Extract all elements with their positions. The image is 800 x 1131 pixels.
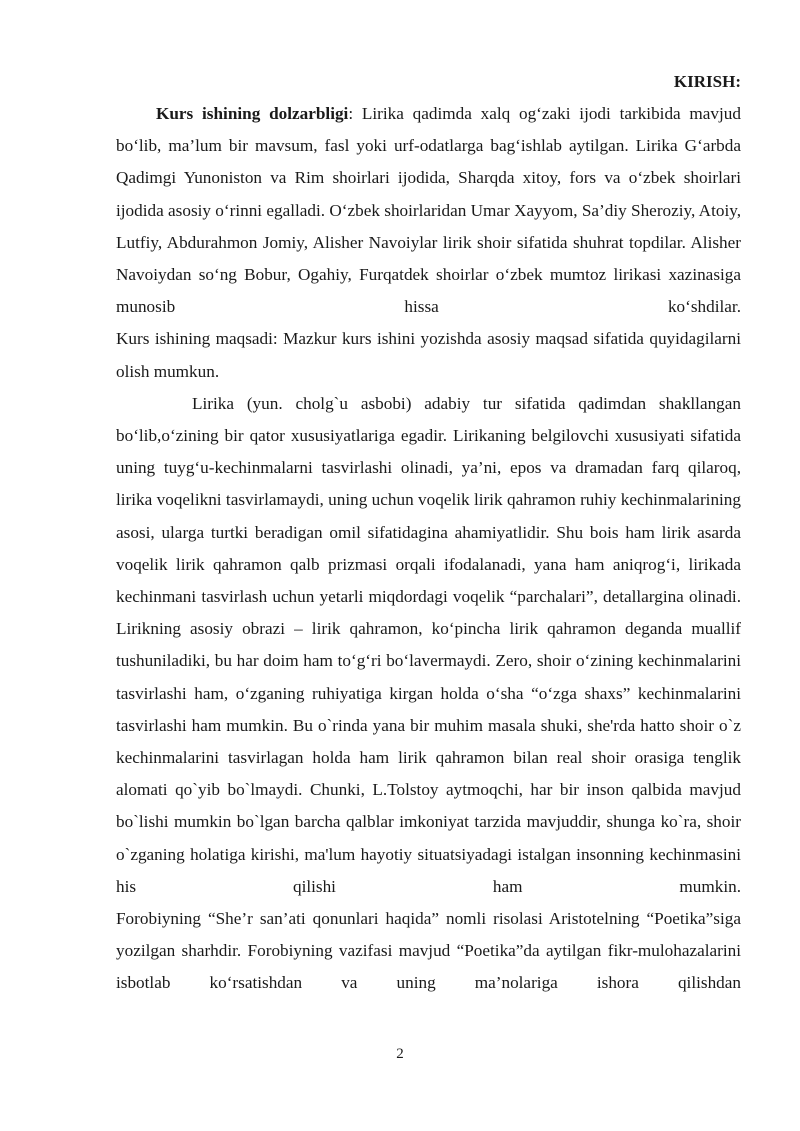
paragraph-forobiy: Forobiyning “She’r san’ati qonunlari haqida” nomli risolasi Aristotelning “Poetika”siga yozilgan sharhdir. Forobiyning vazifasi mavjud “Poetika”da aytilgan fikr-mulohazalarini isbotlab ko‘rsatishdan va uning ma’nolariga ishora qilishdan [116, 909, 741, 993]
paragraph-relevance-text: : Lirika qadimda xalq og‘zaki ijodi tarkibida mavjud bo‘lib, ma’lum bir mavsum, fasl yoki urf-odatlarga bag‘ishlab aytilgan. Lirika G‘arbda Qadimgi Yunoniston va Rim shoirlari ijodida, Sharqda xitoy, fors va o‘zbek shoirlari ijodida asosiy o‘rinni egalladi. O‘zbek shoirlaridan Umar Xayyom, Sa’diy Sheroziy, Atoiy, Lutfiy, Abdurahmon Jomiy, Alisher Navoiylar lirik shoir sifatida shuhrat topdilar. Alisher Navoiydan so‘ng Bobur, Ogahiy, Furqatdek shoirlar o‘zbek mumtoz lirikasi xazinasiga munosib hissa ko‘shdilar. [116, 104, 741, 317]
paragraph-goal: Kurs ishining maqsadi: Mazkur kurs ishini yozishda asosiy maqsad sifatida quyidagilarni olish mumkun. [116, 329, 741, 381]
paragraph-relevance [116, 98, 741, 323]
section-heading: KIRISH: [673, 72, 741, 91]
page-number: 2 [396, 1046, 404, 1062]
document-body [116, 60, 741, 1000]
paragraph-lead: Kurs ishining dolzarbligi [156, 104, 349, 123]
paragraph-lyric: Lirika (yun. cholg`u asbobi) adabiy tur sifatida qadimdan shakllangan bo‘lib,o‘zining bir qator xususiyatlariga egadir. Lirikaning belgilovchi xususiyati sifatida uning tuyg‘u-kechinmalarni tasvirlashi olinadi, ya’ni, epos va dramadan farq qilaroq, lirika voqelikni tasvirlamaydi, uning uchun voqelik lirik qahramon ruhiy kechinmalarining asosi, ularga turtki beradigan omil sifatidagina ahamiyatlidir. Shu bois ham lirik asarda voqelik lirik qahramon qalb prizmasi orqali ifodalanadi, yana ham aniqrog‘i, lirikada kechinmani tasvirlash uchun yetarli miqdordagi voqelik “parchalari”, detallargina olinadi. Lirikning asosiy obrazi – lirik qahramon, ko‘pincha lirik qahramon deganda muallif tushuniladiki, bu har doim ham to‘g‘ri bo‘lavermaydi. Zero, shoir o‘zining kechinmalarini tasvirlashi ham, o‘zganing ruhiyatiga kirgan holda o‘sha “o‘zga shaxs” kechinmalarini tasvirlashi ham mumkin. Bu o`rinda yana bir muhim masala shuki, she'rda hatto shoir o`z kechinmalarini tasvirlagan holda ham lirik qahramon bilan real shoir orasiga tenglik alomati qo`yib bo`lmaydi. Chunki, L.Tolstoy aytmoqchi, har bir inson qalbida mavjud bo`lishi mumkin bo`lgan barcha qalblar imkoniyat tarzida mavjuddir, shunga ko`ra, shoir o`zganing holatiga kirishi, ma'lum hayotiy situatsiyadagi istalgan insonning kechinmasini his qilishi ham mumkin. [116, 393, 741, 896]
